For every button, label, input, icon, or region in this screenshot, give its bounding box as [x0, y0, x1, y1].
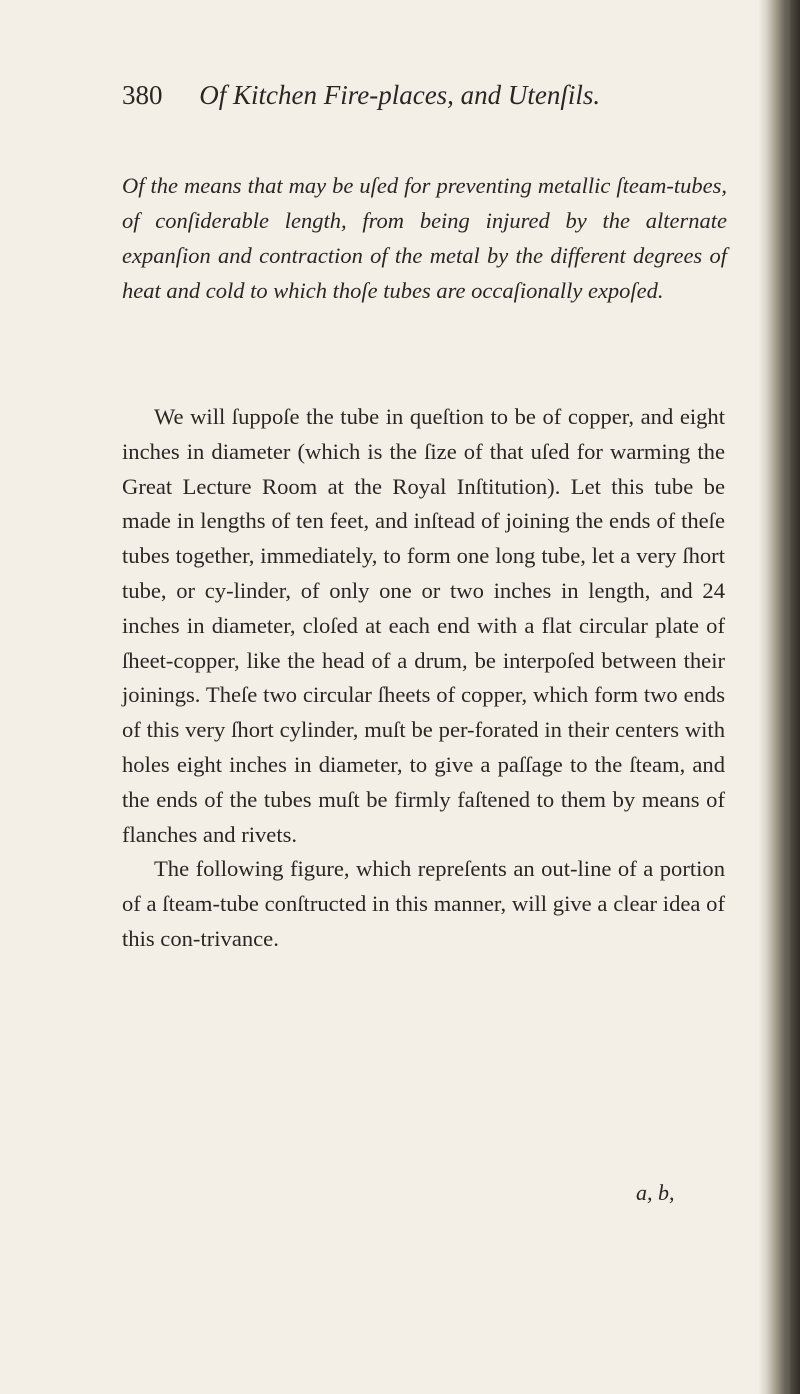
paragraph: The following figure, which repreſents an out-line of a portion of a ſteam-tube conſtructed in this manner, will give a clear idea of this con-trivance. [122, 856, 725, 951]
running-title: Of Kitchen Fire-places, and Utenſils. [199, 80, 601, 110]
paragraph: We will ſuppoſe the tube in queſtion to be of copper, and eight inches in diameter (which is the ſize of that uſed for warming the Great Lecture Room at the Royal Inſtitution). Let this tube be made in lengths of ten feet, and inſtead of joining the ends of theſe tubes together, immediately, to form one long tube, let a very ſhort tube, or cy-linder, of only one or two inches in length, and 24 inches in diameter, cloſed at each end with a flat circular plate of ſheet-copper, like the head of a drum, be interpoſed between their joinings. Theſe two circular ſheets of copper, which form two ends of this very ſhort cylinder, muſt be per-forated in their centers with holes eight inches in diameter, to give a paſſage to the ſteam, and the ends of the tubes muſt be firmly faſtened to them by means of flanches and rivets. [122, 404, 725, 847]
catchword: a, b, [636, 1180, 675, 1205]
body-text [122, 400, 725, 957]
page-header [122, 80, 722, 111]
page-number: 380 [122, 80, 163, 110]
page-edge-shadow [758, 0, 800, 1394]
section-heading: Of the means that may be uſed for preventing metallic ſteam-tubes, of conſiderable length, from being injured by the alternate expanſion and contraction of the metal by the different degrees of heat and cold to which thoſe tubes are occaſionally expoſed. [122, 173, 727, 303]
binding-line [784, 0, 790, 1394]
